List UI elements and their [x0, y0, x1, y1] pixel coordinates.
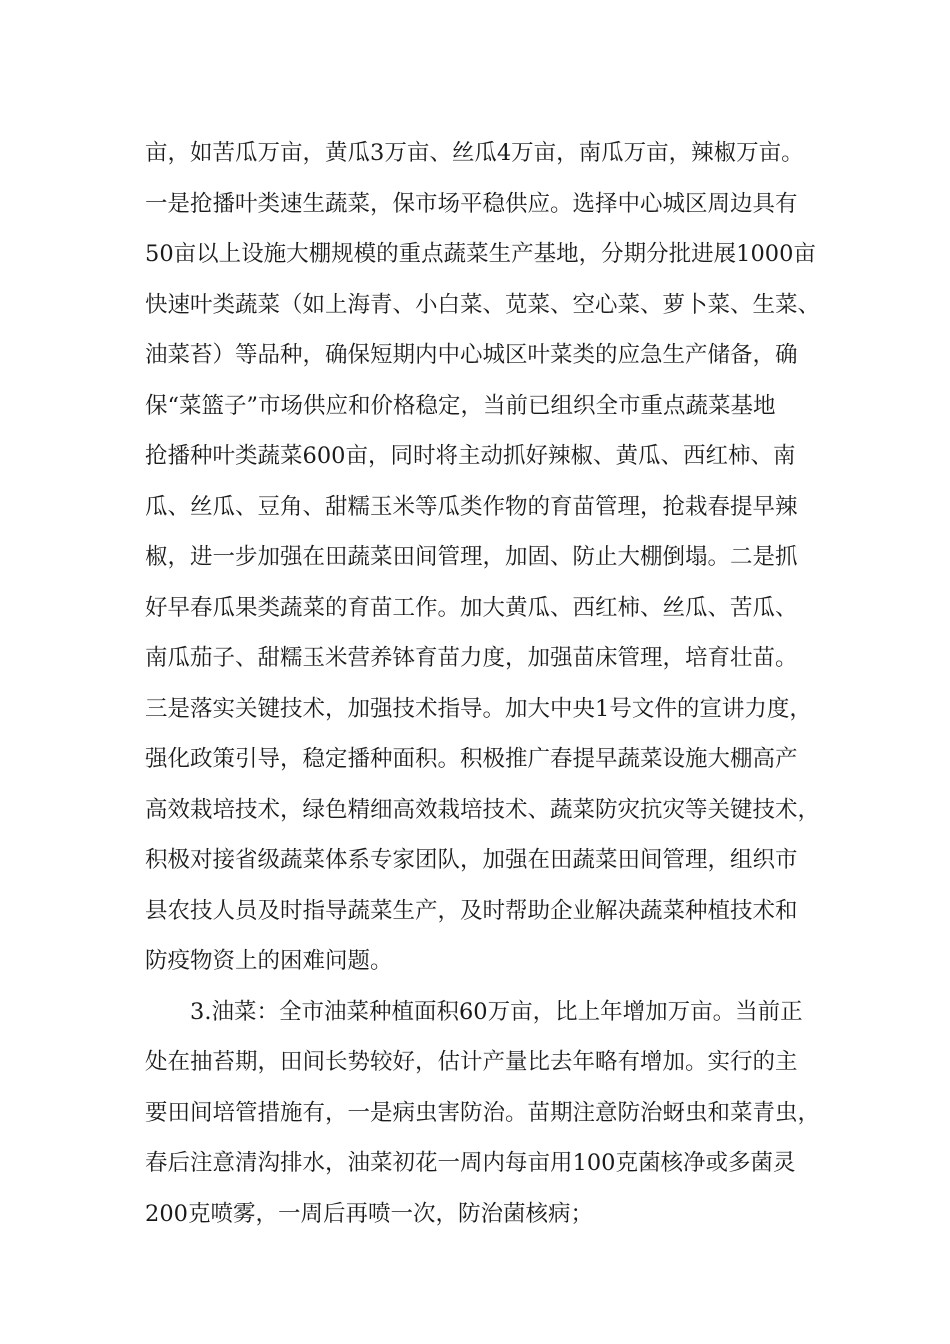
document-body [145, 128, 835, 1239]
paragraph [145, 128, 835, 987]
text-line: 县农技人员及时指导蔬菜生产，及时帮助企业解决蔬菜种植技术和 [145, 897, 798, 924]
paragraph [145, 987, 835, 1240]
text-line: 三是落实关键技术，加强技术指导。加大中央1号文件的宣讲力度， [145, 695, 812, 722]
text-line: 好早春瓜果类蔬菜的育苗工作。加大黄瓜、西红柿、丝瓜、苦瓜、 [145, 594, 798, 621]
text-line: 快速叶类蔬菜（如上海青、小白菜、苋菜、空心菜、萝卜菜、生菜、 [145, 291, 821, 318]
text-line: 高效栽培技术，绿色精细高效栽培技术、蔬菜防灾抗灾等关键技术， [145, 796, 821, 823]
text-line: 强化政策引导，稳定播种面积。积极推广春提早蔬菜设施大棚高产 [145, 746, 798, 772]
text-line: 3.油菜：全市油菜种植面积60万亩，比上年增加万亩。当前正 [190, 998, 803, 1025]
text-line: 防疫物资上的困难问题。 [145, 948, 393, 974]
text-line: 200克喷雾，一周后再喷一次，防治菌核病； [145, 1200, 593, 1227]
text-line: 抢播种叶类蔬菜600亩，同时将主动抓好辣椒、黄瓜、西红柿、南 [145, 443, 796, 469]
text-line: 积极对接省级蔬菜体系专家团队，加强在田蔬菜田间管理，组织市 [145, 847, 798, 873]
text-line: 保“菜篮子”市场供应和价格稳定，当前已组织全市重点蔬菜基地 [145, 392, 776, 419]
text-line: 油菜苔）等品种，确保短期内中心城区叶菜类的应急生产储备，确 [145, 342, 798, 368]
text-line: 要田间培管措施有，一是病虫害防治。苗期注意防治蚜虫和菜青虫， [145, 1099, 821, 1126]
text-line: 春后注意清沟排水，油菜初花一周内每亩用100克菌核净或多菌灵 [145, 1150, 796, 1176]
text-line: 处在抽苔期，田间长势较好，估计产量比去年略有增加。实行的主 [145, 1049, 798, 1075]
text-line: 南瓜茄子、甜糯玉米营养钵育苗力度，加强苗床管理，培育壮苗。 [145, 645, 798, 671]
text-line: 椒，进一步加强在田蔬菜田间管理，加固、防止大棚倒塌。二是抓 [145, 544, 798, 570]
text-line: 瓜、丝瓜、豆角、甜糯玉米等瓜类作物的育苗管理，抢栽春提早辣 [145, 493, 798, 520]
text-line: 亩，如苦瓜万亩，黄瓜3万亩、丝瓜4万亩，南瓜万亩，辣椒万亩。 [145, 140, 804, 166]
text-line: 一是抢播叶类速生蔬菜，保市场平稳供应。选择中心城区周边具有 [145, 190, 798, 217]
text-line: 50亩以上设施大棚规模的重点蔬菜生产基地，分期分批进展1000亩 [145, 241, 816, 267]
